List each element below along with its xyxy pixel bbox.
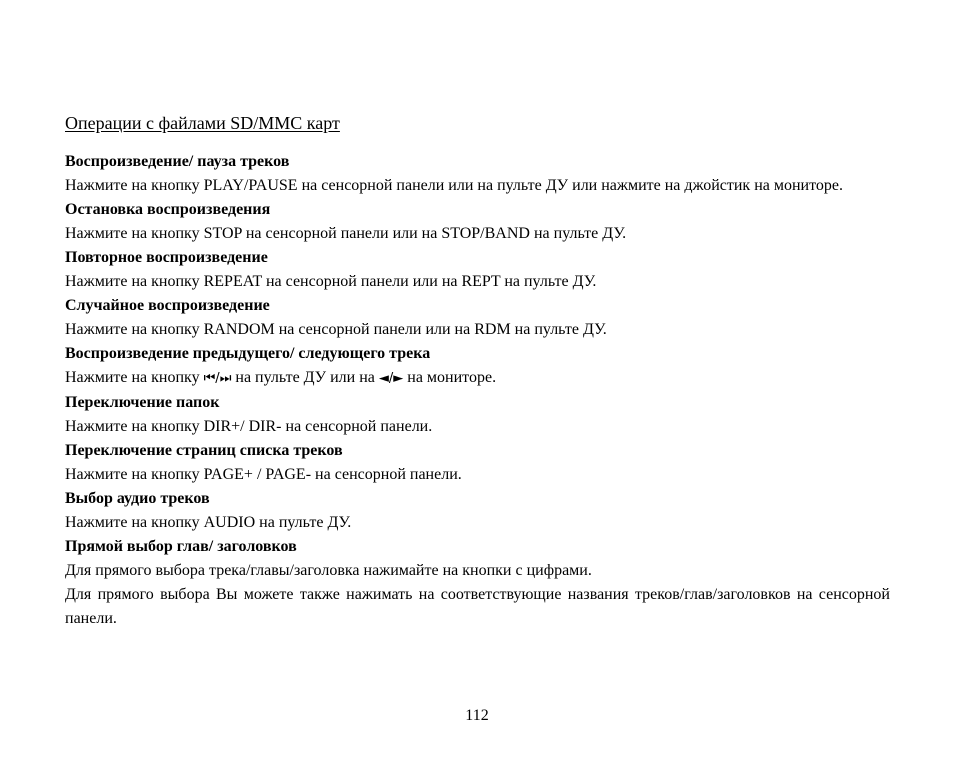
section-heading: Переключение страниц списка треков <box>65 442 343 459</box>
section-stop <box>65 198 890 246</box>
section-text: Нажмите на кнопку PLAY/PAUSE на сенсорной панели или на пульте ДУ или нажмите на джойстик на мониторе. <box>65 177 843 194</box>
section-text: Нажмите на кнопку RANDOM на сенсорной панели или на RDM на пульте ДУ. <box>65 321 607 338</box>
section-heading: Воспроизведение предыдущего/ следующего трека <box>65 345 431 362</box>
section-text: Для прямого выбора трека/главы/заголовка нажимайте на кнопки с цифрами. <box>65 562 592 579</box>
section-text: Нажмите на кнопку STOP на сенсорной панели или на STOP/BAND на пульте ДУ. <box>65 225 627 242</box>
section-random <box>65 294 890 342</box>
section-direct-select <box>65 535 890 631</box>
section-text: Нажмите на кнопку REPEAT на сенсорной панели или на REPT на пульте ДУ. <box>65 273 597 290</box>
prev-next-track-icon: ⏮/⏭ <box>203 371 232 386</box>
section-heading: Переключение папок <box>65 394 220 411</box>
section-text: Нажмите на кнопку AUDIO на пульте ДУ. <box>65 514 352 531</box>
section-heading: Прямой выбор глав/ заголовков <box>65 538 297 555</box>
section-text: Нажмите на кнопку DIR+/ DIR- на сенсорной панели. <box>65 418 433 435</box>
text-segment: на пульте ДУ или на <box>231 369 379 386</box>
section-heading: Воспроизведение/ пауза треков <box>65 153 290 170</box>
section-text <box>65 366 890 391</box>
text-segment: Нажмите на кнопку <box>65 369 204 386</box>
section-audio <box>65 487 890 535</box>
page-title: Операции с файлами SD/MMC карт <box>65 113 340 133</box>
section-heading: Случайное воспроизведение <box>65 297 270 314</box>
section-folders <box>65 391 890 439</box>
section-text: Для прямого выбора Вы можете также нажимать на соответствующие названия треков/глав/заголовков на сенсорной панели. <box>65 586 890 627</box>
section-heading: Выбор аудио треков <box>65 490 210 507</box>
left-right-arrow-icon: ◄/► <box>378 371 404 386</box>
section-repeat <box>65 246 890 294</box>
section-text: Нажмите на кнопку PAGE+ / PAGE- на сенсорной панели. <box>65 466 462 483</box>
document-page <box>65 110 890 631</box>
section-heading: Повторное воспроизведение <box>65 249 268 266</box>
section-play-pause <box>65 150 890 198</box>
text-segment: на мониторе. <box>403 369 497 386</box>
section-pages <box>65 439 890 487</box>
page-number: 112 <box>465 707 489 724</box>
section-heading: Остановка воспроизведения <box>65 201 271 218</box>
section-prev-next <box>65 342 890 391</box>
